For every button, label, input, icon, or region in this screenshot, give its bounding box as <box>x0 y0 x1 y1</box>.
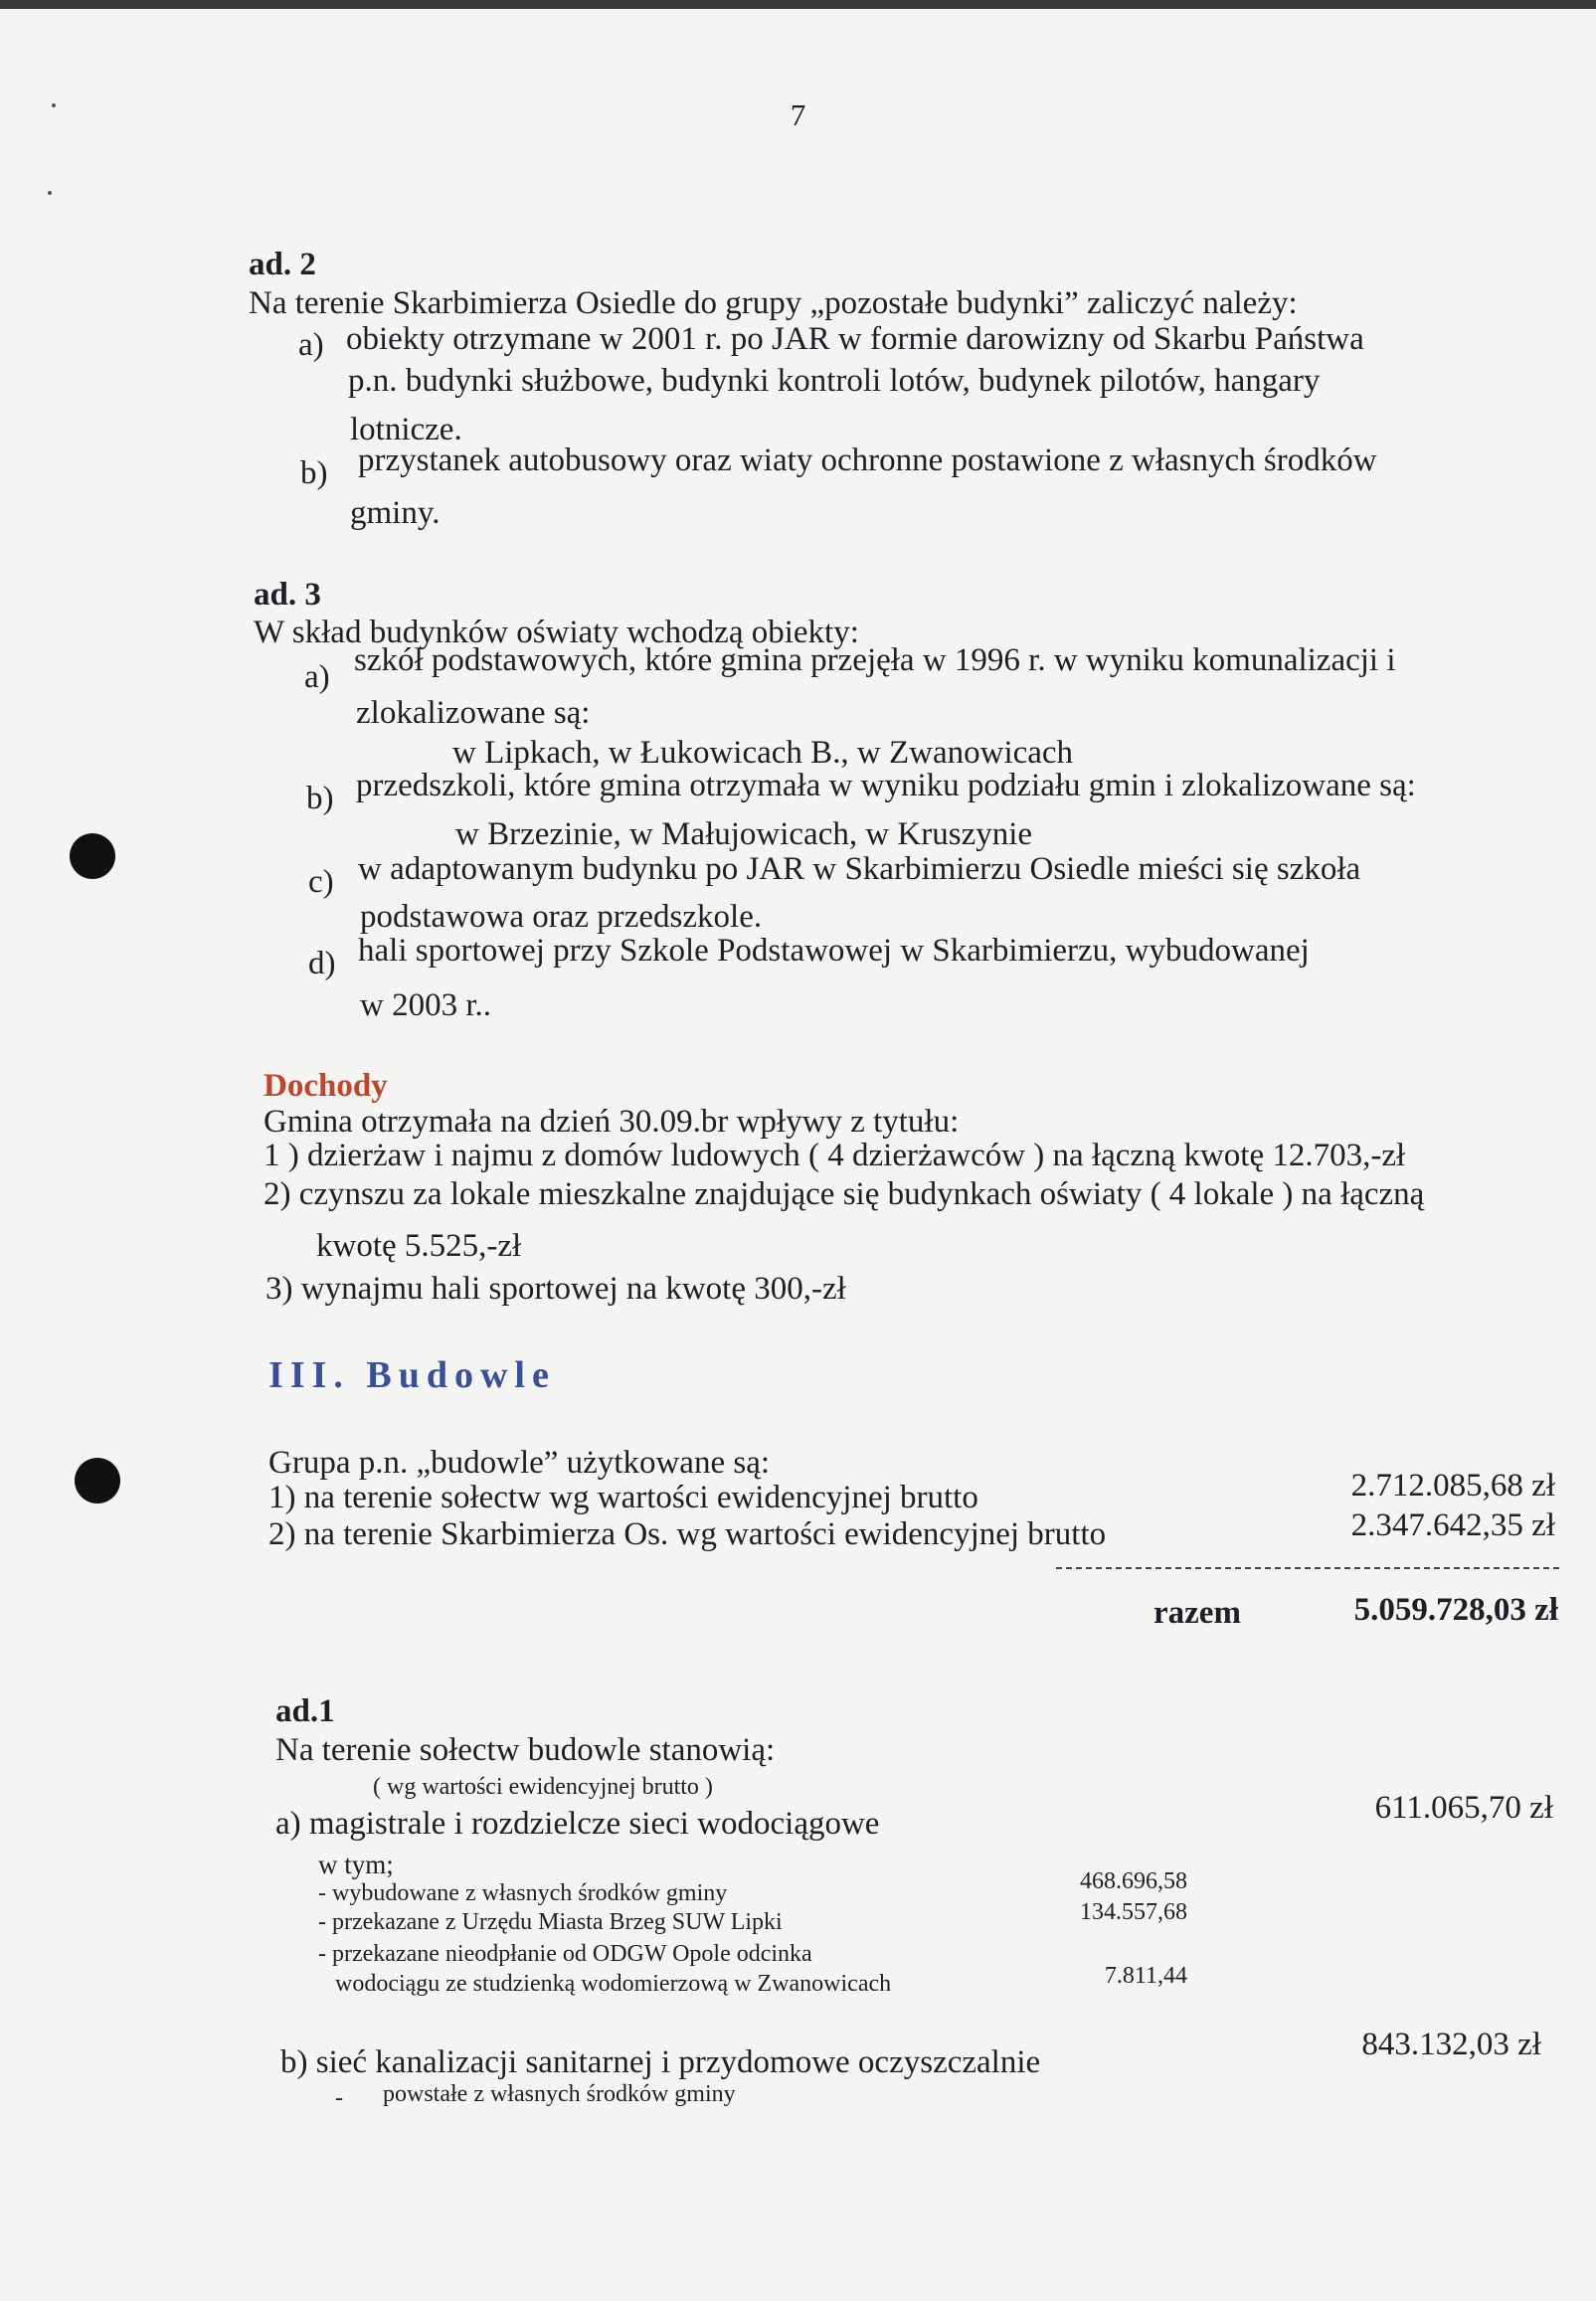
dochody-item-1: 1 ) dzierżaw i najmu z domów ludowych ( 4 dzierżawców ) na łączną kwotę 12.703,-zł <box>264 1138 1406 1173</box>
budowle-total-label: razem <box>1153 1595 1241 1631</box>
ad3-b-line1: przedszkoli, które gmina otrzymała w wyniku podziału gmin i zlokalizowane są: <box>356 768 1416 803</box>
ad3-d-marker: d) <box>308 946 336 981</box>
ad3-c-line2: podstawowa oraz przedszkole. <box>360 899 763 935</box>
punch-hole-upper <box>70 833 115 879</box>
dochody-item-2-line1: 2) czynszu za lokale mieszkalne znajdujące się budynkach oświaty ( 4 lokale ) na łączną <box>264 1176 1425 1212</box>
budowle-item-2-label: 2) na terenie Skarbimierza Os. wg wartości ewidencyjnej brutto <box>268 1516 1107 1552</box>
ad3-b-line2: w Brzezinie, w Małujowicach, w Kruszynie <box>455 816 1033 852</box>
ad3-b-marker: b) <box>306 781 334 816</box>
dochody-item-2-line2: kwotę 5.525,-zł <box>316 1228 522 1264</box>
ad2-b-line2: gminy. <box>350 495 441 531</box>
ad1-b-sub-1: powstałe z własnych środków gminy <box>383 2081 736 2107</box>
ad2-intro: Na terenie Skarbimierza Osiedle do grupy „pozostałe budynki” zaliczyć należy: <box>249 285 1298 321</box>
ad1-a-label: a) magistrale i rozdzielcze sieci wodociągowe <box>275 1806 880 1842</box>
ad1-a-sub-3-line1: - przekazane nieodpłanie od ODGW Opole odcinka <box>318 1941 812 1967</box>
ad2-a-marker: a) <box>298 327 324 363</box>
ad3-c-line1: w adaptowanym budynku po JAR w Skarbimierzu Osiedle mieści się szkoła <box>358 851 1361 887</box>
page-number: 7 <box>790 97 806 132</box>
dochody-intro: Gmina otrzymała na dzień 30.09.br wpływy z tytułu: <box>264 1104 960 1140</box>
budowle-item-1-label: 1) na terenie sołectw wg wartości ewidencyjnej brutto <box>268 1480 978 1515</box>
ad1-b-value: 843.132,03 zł <box>1361 2027 1541 2062</box>
punch-hole-lower <box>75 1458 120 1504</box>
budowle-intro: Grupa p.n. „budowle” użytkowane są: <box>268 1445 771 1481</box>
ad2-b-line1: przystanek autobusowy oraz wiaty ochronne postawione z własnych środków <box>358 442 1377 478</box>
ad1-a-sub-3-value: 7.811,44 <box>1104 1963 1187 1989</box>
scan-speck <box>48 191 52 195</box>
ad2-b-marker: b) <box>300 455 328 491</box>
ad1-a-sub-heading: w tym; <box>318 1850 394 1879</box>
budowle-item-1-value: 2.712.085,68 zł <box>1350 1468 1555 1504</box>
ad1-note: ( wg wartości ewidencyjnej brutto ) <box>373 1774 713 1800</box>
ad3-a-marker: a) <box>304 659 330 695</box>
ad1-a-sub-3-line2: wodociągu ze studzienką wodomierzową w Zwanowicach <box>335 1971 892 1997</box>
ad1-a-sub-1-label: - wybudowane z własnych środków gminy <box>318 1880 728 1906</box>
ad1-b-sub-dash: - <box>335 2085 343 2111</box>
budowle-heading: III. Budowle <box>268 1354 556 1396</box>
ad2-a-line1: obiekty otrzymane w 2001 r. po JAR w formie darowizny od Skarbu Państwa <box>346 321 1364 357</box>
ad1-b-label: b) sieć kanalizacji sanitarnej i przydomowe oczyszczalnie <box>280 2044 1041 2080</box>
ad1-intro: Na terenie sołectw budowle stanowią: <box>275 1732 776 1768</box>
sum-separator <box>1056 1567 1559 1569</box>
ad3-d-line2: w 2003 r.. <box>360 987 491 1023</box>
ad3-c-marker: c) <box>308 864 334 900</box>
ad2-a-line2: p.n. budynki służbowe, budynki kontroli lotów, budynek pilotów, hangary <box>348 363 1321 399</box>
ad1-a-sub-2-label: - przekazane z Urzędu Miasta Brzeg SUW Lipki <box>318 1909 783 1935</box>
ad3-a-line1: szkół podstawowych, które gmina przejęła w 1996 r. w wyniku komunalizacji i <box>354 642 1396 678</box>
ad1-a-sub-2-value: 134.557,68 <box>1080 1899 1187 1925</box>
ad3-a-line3: w Lipkach, w Łukowicach B., w Zwanowicach <box>452 735 1074 771</box>
scan-top-edge <box>0 0 1596 9</box>
ad1-a-sub-1-value: 468.696,58 <box>1080 1868 1187 1894</box>
ad1-a-value: 611.065,70 zł <box>1374 1790 1553 1826</box>
budowle-total-value: 5.059.728,03 zł <box>1353 1592 1558 1628</box>
ad2-a-line3: lotnicze. <box>350 412 462 447</box>
ad3-d-line1: hali sportowej przy Szkole Podstawowej w Skarbimierzu, wybudowanej <box>358 933 1310 969</box>
ad2-heading: ad. 2 <box>249 247 316 282</box>
dochody-heading: Dochody <box>264 1068 388 1104</box>
budowle-item-2-value: 2.347.642,35 zł <box>1350 1507 1555 1543</box>
ad3-intro: W skład budynków oświaty wchodzą obiekty: <box>254 615 859 650</box>
ad3-a-line2: zlokalizowane są: <box>356 695 591 731</box>
ad3-heading: ad. 3 <box>254 577 321 613</box>
dochody-item-3: 3) wynajmu hali sportowej na kwotę 300,-zł <box>266 1271 846 1307</box>
ad1-heading: ad.1 <box>275 1693 335 1729</box>
